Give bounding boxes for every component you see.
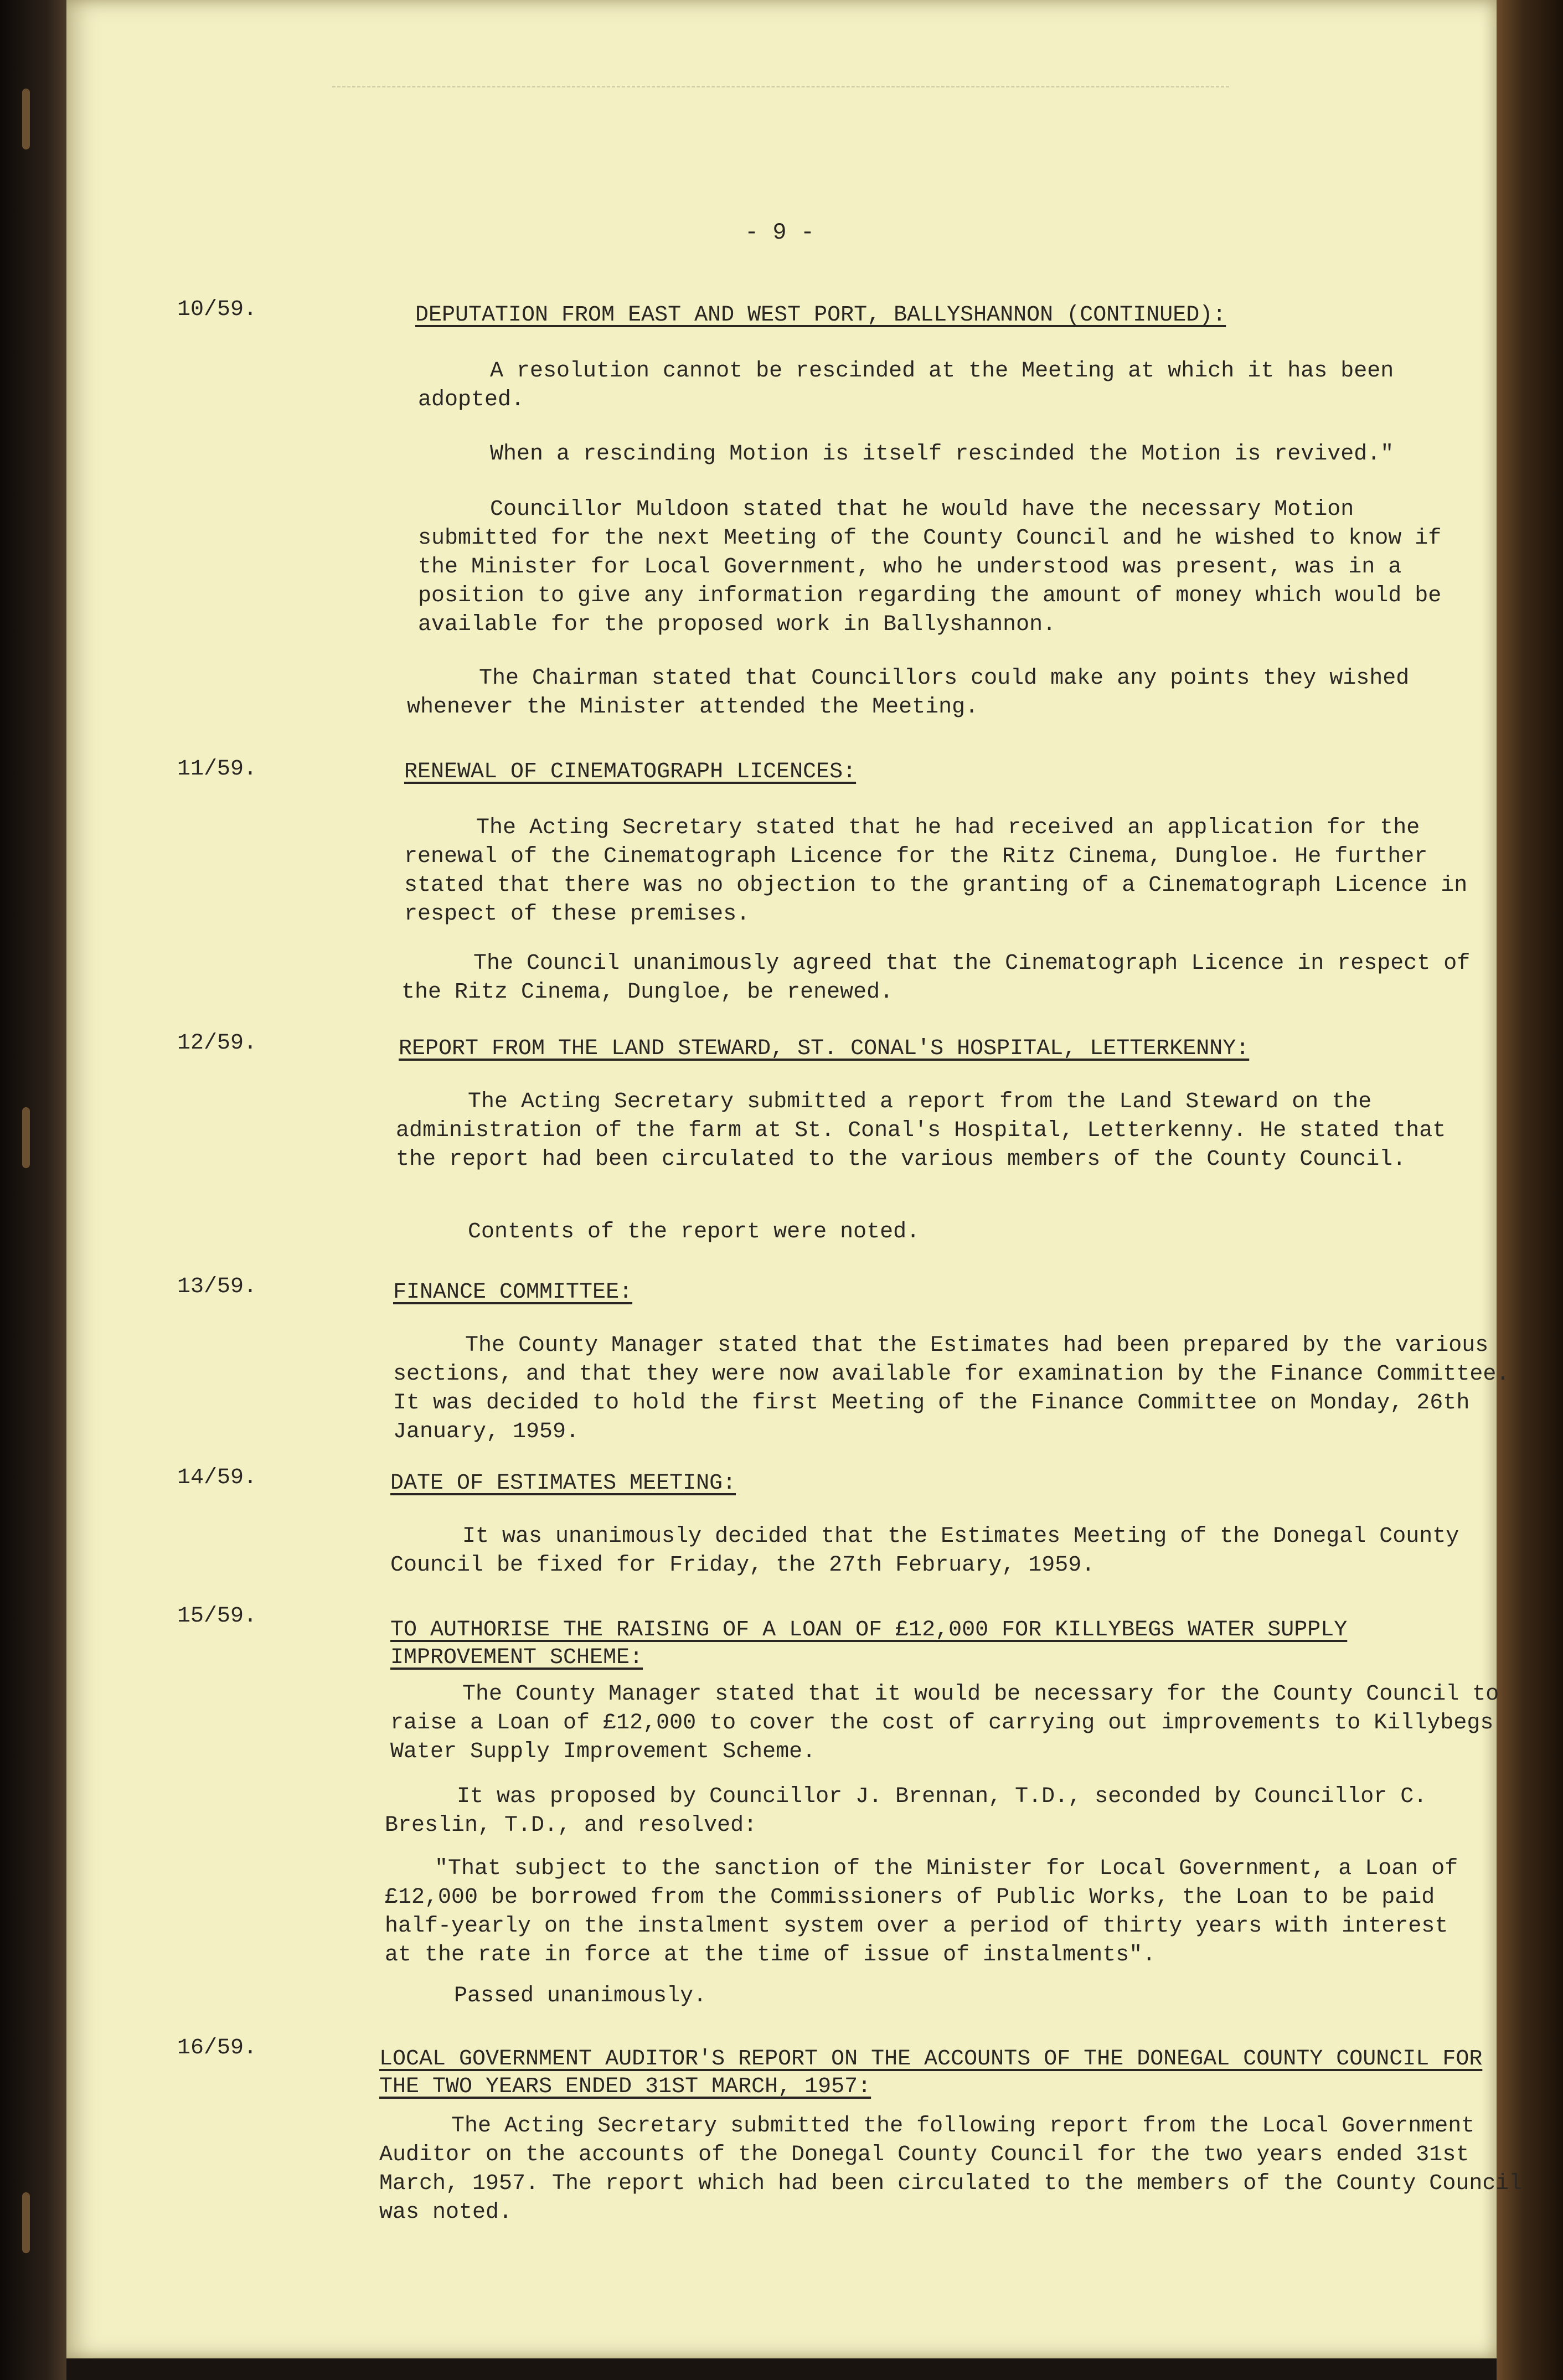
minute-heading: FINANCE COMMITTEE: (393, 1280, 633, 1305)
minute-heading: REPORT FROM THE LAND STEWARD, ST. CONAL'S HOSPITAL, LETTERKENNY: (399, 1036, 1250, 1061)
book-spine (0, 0, 66, 2380)
minute-number: 10/59. (177, 297, 257, 322)
paragraph: It was unanimously decided that the Estimates Meeting of the Donegal County Council be fixed for Friday, the 27th February, 1959. (390, 1524, 1459, 1578)
paragraph: Contents of the report were noted. (468, 1220, 920, 1245)
paragraph: The Acting Secretary stated that he had received an application for the renewal of the Cinematograph Licence for the Ritz Cinema, Dungloe. He further stated that there was no objection to the granting of a Cinematograph Licence in respect of these premises. (404, 815, 1468, 927)
paragraph: Passed unanimously. (454, 1984, 707, 2009)
binding-mark (22, 89, 30, 149)
minute-heading: TO AUTHORISE THE RAISING OF A LOAN OF £12,000 FOR KILLYBEGS WATER SUPPLY IMPROVEMENT SCHEME: (390, 1618, 1348, 1670)
minute-heading: LOCAL GOVERNMENT AUDITOR'S REPORT ON THE ACCOUNTS OF THE DONEGAL COUNTY COUNCIL FOR THE TWO YEARS ENDED 31ST MARCH, 1957: (379, 2047, 1483, 2099)
minute-number: 16/59. (177, 2036, 257, 2061)
page-number: - 9 - (745, 219, 815, 246)
paragraph: When a rescinding Motion is itself rescinded the Motion is revived." (490, 442, 1394, 467)
paragraph: The Council unanimously agreed that the Cinematograph Licence in respect of the Ritz Cinema, Dungloe, be renewed. (401, 951, 1471, 1005)
binding-mark (22, 2192, 30, 2253)
paragraph: The Acting Secretary submitted a report from the Land Steward on the administration of the farm at St. Conal's Hospital, Letterkenny. He stated that the report had been circulated to the various members of the County Council. (396, 1090, 1446, 1172)
minute-number: 12/59. (177, 1031, 257, 1056)
page-edge (1497, 0, 1563, 2380)
paragraph: The County Manager stated that it would be necessary for the County Council to raise a Loan of £12,000 to cover the cost of carrying out improvements to Killybegs Water Supply Improvement Scheme. (390, 1682, 1499, 1764)
minute-heading: DEPUTATION FROM EAST AND WEST PORT, BALLYSHANNON (CONTINUED): (415, 303, 1226, 328)
minute-number: 14/59. (177, 1465, 257, 1490)
minute-number: 15/59. (177, 1604, 257, 1629)
minute-number: 11/59. (177, 757, 257, 782)
paragraph: Councillor Muldoon stated that he would have the necessary Motion submitted for the next Meeting of the County Council and he wished to know if the Minister for Local Government, who he understood was present, was in a position to give any information regarding the amount of money which would be available for the proposed work in Ballyshannon. (418, 497, 1442, 637)
bleed-through-line (332, 86, 1229, 91)
paragraph: The Acting Secretary submitted the following report from the Local Government Auditor on the accounts of the Donegal County Council for the two years ended 31st March, 1957. The report which had been circulated to the members of the County Council was noted. (379, 2114, 1523, 2225)
paragraph: It was proposed by Councillor J. Brennan, T.D., seconded by Councillor C. Breslin, T.D., and resolved: (385, 1784, 1427, 1838)
paragraph: The County Manager stated that the Estimates had been prepared by the various sections, and that they were now available for examination by the Finance Committee. It was decided to hold the first Meeting of the Finance Committee on Monday, 26th January, 1959. (393, 1333, 1510, 1444)
paragraph: A resolution cannot be rescinded at the Meeting at which it has been adopted. (418, 359, 1394, 412)
minute-heading: DATE OF ESTIMATES MEETING: (390, 1471, 736, 1496)
binding-mark (22, 1107, 30, 1168)
minute-heading: RENEWAL OF CINEMATOGRAPH LICENCES: (404, 760, 857, 784)
document-page (66, 0, 1523, 2358)
quoted-resolution: "That subject to the sanction of the Minister for Local Government, a Loan of £12,000 be borrowed from the Commissioners of Public Works, the Loan to be paid half-yearly on the instalment system over a period of thirty years with interest at the rate in force at the time of issue of instalments". (385, 1856, 1458, 1968)
paragraph: The Chairman stated that Councillors could make any points they wished whenever the Minister attended the Meeting. (407, 666, 1410, 720)
minute-number: 13/59. (177, 1274, 257, 1299)
